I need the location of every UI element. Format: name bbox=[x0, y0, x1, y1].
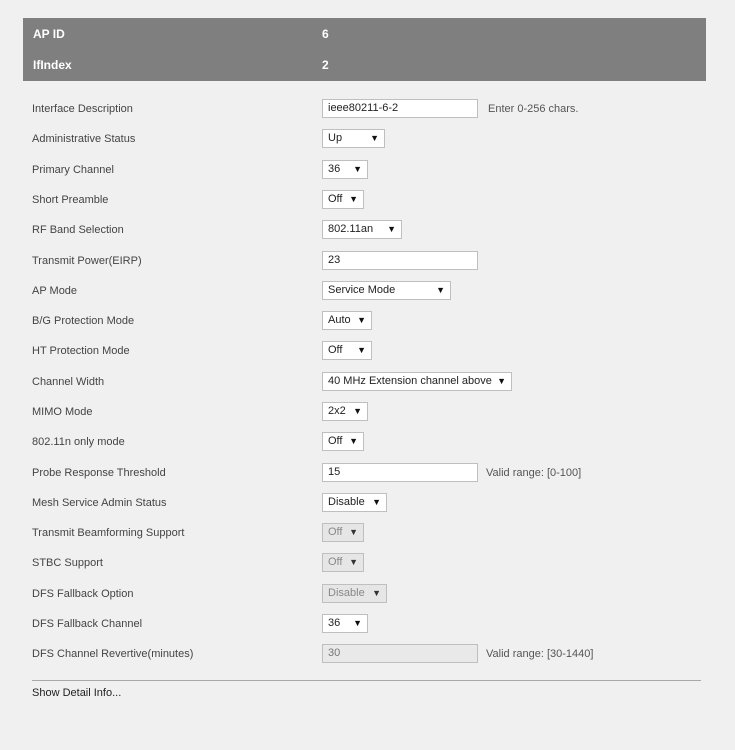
n-only-mode-select[interactable] bbox=[322, 432, 364, 451]
ap-mode-select[interactable] bbox=[322, 281, 451, 300]
transmit-power-label: Transmit Power(EIRP) bbox=[32, 255, 142, 267]
chevron-down-icon: ▼ bbox=[387, 224, 396, 234]
rf-band-selection-row bbox=[32, 220, 712, 240]
n-only-mode-row bbox=[32, 432, 712, 452]
dfs-fallback-channel-row bbox=[32, 614, 712, 634]
ap-id-value: 6 bbox=[322, 27, 329, 41]
channel-width-select[interactable] bbox=[322, 372, 512, 391]
mimo-mode-label: MIMO Mode bbox=[32, 406, 93, 418]
ifindex-row bbox=[23, 55, 706, 75]
chevron-down-icon: ▼ bbox=[353, 164, 362, 174]
interface-description-hint: Enter 0-256 chars. bbox=[488, 103, 579, 115]
mimo-mode-select[interactable] bbox=[322, 402, 368, 421]
stbc-support-row bbox=[32, 553, 712, 573]
mimo-mode-row bbox=[32, 402, 712, 422]
ap-id-label: AP ID bbox=[33, 27, 65, 41]
ap-mode-row bbox=[32, 281, 712, 301]
chevron-down-icon: ▼ bbox=[349, 436, 358, 446]
chevron-down-icon: ▼ bbox=[349, 557, 358, 567]
transmit-power-row bbox=[32, 251, 712, 271]
rf-band-selection-value: 802.11an bbox=[328, 223, 374, 235]
channel-width-value: 40 MHz Extension channel above bbox=[328, 375, 492, 387]
stbc-support-label: STBC Support bbox=[32, 557, 103, 569]
transmit-beamforming-label: Transmit Beamforming Support bbox=[32, 527, 185, 539]
administrative-status-row bbox=[32, 129, 712, 149]
bg-protection-mode-label: B/G Protection Mode bbox=[32, 315, 135, 327]
chevron-down-icon: ▼ bbox=[497, 376, 506, 386]
probe-response-threshold-input[interactable]: 15 bbox=[322, 463, 478, 482]
bg-protection-mode-select[interactable] bbox=[322, 311, 372, 330]
ht-protection-mode-label: HT Protection Mode bbox=[32, 345, 130, 357]
chevron-down-icon: ▼ bbox=[436, 285, 445, 295]
short-preamble-select[interactable] bbox=[322, 190, 364, 209]
mimo-mode-value: 2x2 bbox=[328, 405, 346, 417]
chevron-down-icon: ▼ bbox=[353, 618, 362, 628]
primary-channel-select[interactable] bbox=[322, 160, 368, 179]
transmit-power-input[interactable]: 23 bbox=[322, 251, 478, 270]
chevron-down-icon: ▼ bbox=[357, 315, 366, 325]
ht-protection-mode-row bbox=[32, 341, 712, 361]
primary-channel-label: Primary Channel bbox=[32, 164, 114, 176]
interface-description-row bbox=[32, 99, 712, 119]
dfs-channel-revertive-input: 30 bbox=[322, 644, 478, 663]
probe-response-threshold-hint: Valid range: [0-100] bbox=[486, 467, 582, 479]
channel-width-row bbox=[32, 372, 712, 392]
rf-band-selection-select[interactable] bbox=[322, 220, 402, 239]
n-only-mode-label: 802.11n only mode bbox=[32, 436, 125, 448]
transmit-beamforming-value: Off bbox=[328, 526, 343, 538]
mesh-service-admin-status-select[interactable] bbox=[322, 493, 387, 512]
show-detail-info-link[interactable]: Show Detail Info... bbox=[32, 687, 122, 699]
mesh-service-admin-status-label: Mesh Service Admin Status bbox=[32, 497, 167, 509]
dfs-fallback-channel-label: DFS Fallback Channel bbox=[32, 618, 143, 630]
bg-protection-mode-value: Auto bbox=[328, 314, 351, 326]
ap-mode-label: AP Mode bbox=[32, 285, 78, 297]
section-divider bbox=[32, 680, 701, 681]
dfs-fallback-option-value: Disable bbox=[328, 587, 365, 599]
probe-response-threshold-label: Probe Response Threshold bbox=[32, 467, 166, 479]
dfs-channel-revertive-row bbox=[32, 644, 712, 664]
ht-protection-mode-select[interactable] bbox=[322, 341, 372, 360]
dfs-fallback-channel-select[interactable] bbox=[322, 614, 368, 633]
probe-response-threshold-row bbox=[32, 463, 712, 483]
stbc-support-value: Off bbox=[328, 556, 343, 568]
short-preamble-value: Off bbox=[328, 193, 343, 205]
chevron-down-icon: ▼ bbox=[357, 345, 366, 355]
rf-band-selection-label: RF Band Selection bbox=[32, 224, 124, 236]
administrative-status-select[interactable] bbox=[322, 129, 385, 148]
ap-id-row bbox=[23, 24, 706, 44]
ht-protection-mode-value: Off bbox=[328, 344, 343, 356]
stbc-support-select bbox=[322, 553, 364, 572]
chevron-down-icon: ▼ bbox=[372, 588, 381, 598]
chevron-down-icon: ▼ bbox=[370, 133, 379, 143]
transmit-beamforming-row bbox=[32, 523, 712, 543]
chevron-down-icon: ▼ bbox=[353, 406, 362, 416]
dfs-fallback-option-label: DFS Fallback Option bbox=[32, 588, 134, 600]
chevron-down-icon: ▼ bbox=[349, 194, 358, 204]
dfs-channel-revertive-label: DFS Channel Revertive(minutes) bbox=[32, 648, 194, 660]
administrative-status-label: Administrative Status bbox=[32, 133, 136, 145]
dfs-fallback-option-row bbox=[32, 584, 712, 604]
ap-mode-value: Service Mode bbox=[328, 284, 396, 296]
primary-channel-value: 36 bbox=[328, 163, 341, 175]
administrative-status-value: Up bbox=[328, 132, 343, 144]
ifindex-label: IfIndex bbox=[33, 58, 72, 72]
dfs-fallback-channel-value: 36 bbox=[328, 617, 341, 629]
primary-channel-row bbox=[32, 160, 712, 180]
channel-width-label: Channel Width bbox=[32, 376, 105, 388]
chevron-down-icon: ▼ bbox=[372, 497, 381, 507]
n-only-mode-value: Off bbox=[328, 435, 343, 447]
chevron-down-icon: ▼ bbox=[349, 527, 358, 537]
ap-info-header bbox=[23, 18, 706, 81]
dfs-channel-revertive-hint: Valid range: [30-1440] bbox=[486, 648, 594, 660]
transmit-beamforming-select bbox=[322, 523, 364, 542]
bg-protection-mode-row bbox=[32, 311, 712, 331]
interface-description-input[interactable]: ieee80211-6-2 bbox=[322, 99, 478, 118]
ifindex-value: 2 bbox=[322, 58, 329, 72]
mesh-service-admin-status-value: Disable bbox=[328, 496, 365, 508]
dfs-fallback-option-select bbox=[322, 584, 387, 603]
short-preamble-label: Short Preamble bbox=[32, 194, 109, 206]
mesh-service-admin-status-row bbox=[32, 493, 712, 513]
short-preamble-row bbox=[32, 190, 712, 210]
interface-description-label: Interface Description bbox=[32, 103, 133, 115]
